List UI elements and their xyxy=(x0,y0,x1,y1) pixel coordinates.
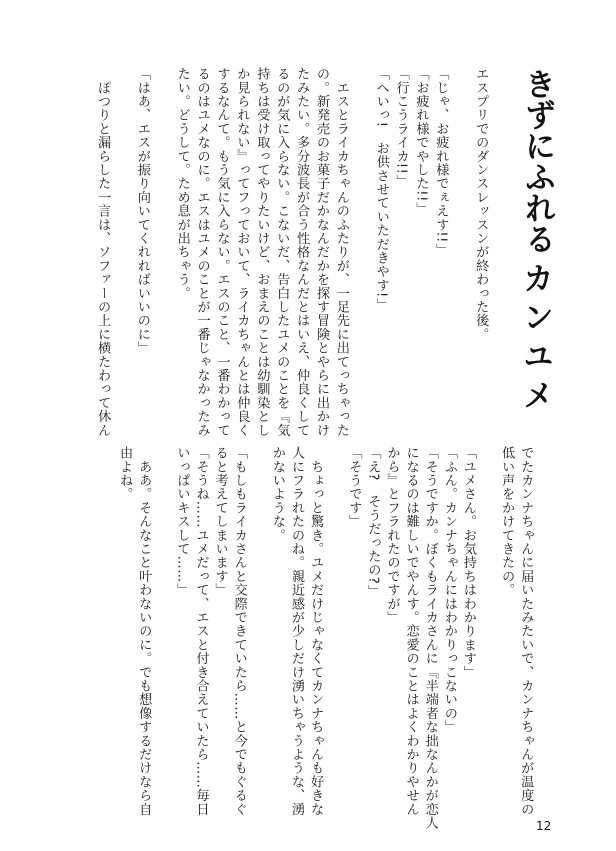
page-number: 12 xyxy=(536,819,552,833)
story-title: きずにふれる xyxy=(519,68,555,254)
text-column: 「そうね……ユメだって、エスと付き合えていたら……毎日 xyxy=(193,446,209,816)
text-column: るのが気に入らない。こないだ、告白したユメのことを『気 xyxy=(274,67,290,437)
text-column: 持ちは受け取ってやりたいけど、おまえのことは幼馴染とし xyxy=(254,67,270,437)
text-column: 「じゃ、お疲れ様でぇえす!!」 xyxy=(433,67,449,257)
text-column: 「はあ、エスが振り向いてくれればいいのに」 xyxy=(134,67,150,355)
text-column: いっぱいキスして……」 xyxy=(174,446,190,597)
text-column: たい。どうして。ため息が出ちゃう。 xyxy=(174,67,190,300)
text-column: 「ユメさん。お気持ちはわかります」 xyxy=(460,446,476,679)
text-column: たみたい。多分波長が合う性格なんだとはいえ、仲良くして xyxy=(294,67,310,437)
text-column: の。新発売のお菓子だかなんだかを探す冒険とやらに出かけ xyxy=(314,67,329,437)
text-column: 低い声をかけてきたの。 xyxy=(499,446,515,597)
text-column: 「お疲れ様でやした!!」 xyxy=(413,67,429,216)
text-column: ぽつりと漏らした一言は、ソファーの上に横たわって休ん xyxy=(95,67,111,437)
text-column: 「え? そうだったの?」 xyxy=(365,446,381,598)
text-column: ああ。そんなこと叶わないのに。でも想像するだけなら自 xyxy=(136,446,152,816)
text-column: 人にフラれたのね。親近感が少しだけ湧いちゃうような、湧 xyxy=(289,446,304,816)
text-column: 「もしもライカさんと交際できていたら……と今でもぐるぐ xyxy=(231,446,247,816)
text-column: するなんて。もう気に入らない。エスのこと、一番わかって xyxy=(214,67,230,437)
text-column: エスプリでのダンスレッスンが終わった後。 xyxy=(473,67,489,341)
text-column: か見られない』ってフっておいて、ライカちゃんとは仲良く xyxy=(234,67,250,437)
text-column: でたカンナちゃんに届いたみたいで、カンナちゃんが温度の xyxy=(518,446,534,816)
text-column: 由よね。 xyxy=(117,446,133,501)
text-column: ると考えてしまいます」 xyxy=(212,446,228,597)
text-column: 「そうですか。ぼくもライカさんに『半端者な拙なんかが恋人 xyxy=(422,446,438,830)
text-column: から』とフラれたのですが」 xyxy=(384,446,400,625)
text-column: 「行こうライカ!!」 xyxy=(393,67,409,189)
text-column: るのはユメなのに。エスはユメのことが一番じゃなかったみ xyxy=(194,67,210,437)
text-column: 「へいっ! お供させていただきやす!」 xyxy=(373,67,389,312)
story-author: カンユメ xyxy=(517,262,553,418)
text-column: ちょっと驚き。ユメだけじゃなくてカンナちゃんも好きな xyxy=(308,446,324,816)
text-column: になるのは難しいでやんす。恋愛のことはよくわかりやせん xyxy=(403,446,419,816)
text-column: 「ふん。カンナちゃんにはわかりっこないの」 xyxy=(441,446,457,734)
text-column: エスとライカちゃんのふたりが、一足先に出てっちゃった xyxy=(333,67,349,437)
text-column: かないような。 xyxy=(269,446,285,542)
text-column: 「そうです」 xyxy=(346,446,362,529)
